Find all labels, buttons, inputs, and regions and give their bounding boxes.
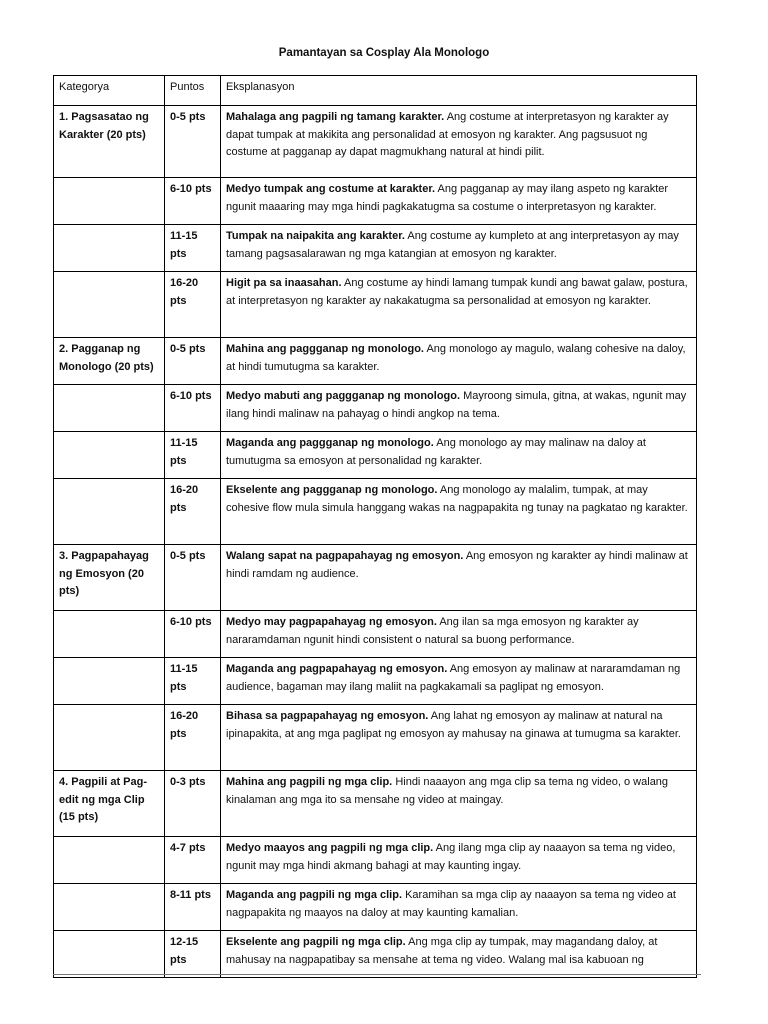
explanation-heading: Medyo mabuti ang paggganap ng monologo. <box>226 390 461 402</box>
category-cell <box>54 837 165 884</box>
table-row <box>54 432 697 479</box>
points-cell: 11-15 pts <box>165 225 221 272</box>
table-row <box>54 837 697 884</box>
points-cell: 0-5 pts <box>165 545 221 611</box>
explanation-cell <box>221 106 697 178</box>
explanation-cell <box>221 432 697 479</box>
category-cell <box>54 705 165 771</box>
explanation-cell <box>221 705 697 771</box>
explanation-cell <box>221 771 697 837</box>
explanation-cell <box>221 545 697 611</box>
explanation-text: Ang emosyon ng karakter ay hindi malinaw at hindi ramdam ng audience. <box>226 550 688 580</box>
table-row <box>54 106 697 178</box>
table-row <box>54 338 697 385</box>
header-eksplanasyon: Eksplanasyon <box>221 76 697 106</box>
explanation-cell <box>221 479 697 545</box>
explanation-heading: Mahalaga ang pagpili ng tamang karakter. <box>226 111 445 123</box>
explanation-text: Ang costume ay hindi lamang tumpak kundi ang bawat galaw, postura, at interpretasyon ng karakter ay nakakatugma sa personalidad at emosyon ng karakter. <box>226 277 688 307</box>
explanation-heading: Medyo tumpak ang costume at karakter. <box>226 183 436 195</box>
explanation-heading: Mahina ang paggganap ng monologo. <box>226 343 424 355</box>
header-kategorya: Kategorya <box>54 76 165 106</box>
explanation-text: Ang monologo ay may malinaw na daloy at tumutugma sa emosyon at personalidad ng karakter. <box>226 437 646 467</box>
points-cell: 4-7 pts <box>165 837 221 884</box>
table-header-row <box>54 76 697 106</box>
table-row <box>54 884 697 931</box>
explanation-text: Ang costume at interpretasyon ng karakter ay dapat tumpak at makikita ang personalidad at emosyon ng karakter. Ang pagsusuot ng costume at pagganap ay dapat magmukhang natural at hindi pilit. <box>226 111 669 158</box>
explanation-text: Hindi naaayon ang mga clip sa tema ng video, o walang kinalaman ang mga ito sa mensahe ng video at maingay. <box>226 776 669 806</box>
explanation-heading: Bihasa sa pagpapahayag ng emosyon. <box>226 710 429 722</box>
points-cell: 11-15 pts <box>165 432 221 479</box>
explanation-text: Ang pagganap ay may ilang aspeto ng karakter ngunit maaaring may mga hindi pagkakatugma sa costume o interpretasyon ng karakter. <box>226 183 669 213</box>
explanation-text: Ang monologo ay malalim, tumpak, at may cohesive flow mula simula hanggang wakas na nagpapakita ng tunay na pagkatao ng karakter. <box>226 484 688 514</box>
explanation-cell <box>221 385 697 432</box>
explanation-cell <box>221 658 697 705</box>
explanation-heading: Walang sapat na pagpapahayag ng emosyon. <box>226 550 464 562</box>
explanation-heading: Maganda ang paggganap ng monologo. <box>226 437 434 449</box>
explanation-cell <box>221 178 697 225</box>
table-row <box>54 545 697 611</box>
explanation-text: Ang ilan sa mga emosyon ng karakter ay nararamdaman ngunit hindi consistent o natural sa buong performance. <box>226 616 639 646</box>
points-cell: 0-3 pts <box>165 771 221 837</box>
explanation-cell <box>221 611 697 658</box>
points-cell: 16-20 pts <box>165 705 221 771</box>
points-cell: 0-5 pts <box>165 338 221 385</box>
category-cell <box>54 611 165 658</box>
explanation-text: Ang monologo ay magulo, walang cohesive na daloy, at hindi tumutugma sa karakter. <box>226 343 686 373</box>
rubric-table <box>53 75 697 978</box>
category-cell <box>54 272 165 338</box>
explanation-cell <box>221 225 697 272</box>
table-row <box>54 225 697 272</box>
explanation-cell <box>221 837 697 884</box>
table-row <box>54 771 697 837</box>
explanation-cell <box>221 272 697 338</box>
explanation-heading: Ekselente ang paggganap ng monologo. <box>226 484 438 496</box>
points-cell: 11-15 pts <box>165 658 221 705</box>
table-row <box>54 931 697 978</box>
explanation-cell <box>221 884 697 931</box>
category-cell: 1. Pagsasatao ng Karakter (20 pts) <box>54 106 165 178</box>
explanation-heading: Medyo maayos ang pagpili ng mga clip. <box>226 842 434 854</box>
category-cell <box>54 884 165 931</box>
category-cell <box>54 178 165 225</box>
header-puntos: Puntos <box>165 76 221 106</box>
table-row <box>54 272 697 338</box>
points-cell: 6-10 pts <box>165 178 221 225</box>
explanation-heading: Ekselente ang pagpili ng mga clip. <box>226 936 406 948</box>
category-cell <box>54 225 165 272</box>
points-cell: 16-20 pts <box>165 479 221 545</box>
table-row <box>54 658 697 705</box>
explanation-text: Ang costume ay kumpleto at ang interpretasyon ay may tamang pagsasalarawan ng mga katangian at emosyon ng karakter. <box>226 230 679 260</box>
points-cell: 6-10 pts <box>165 611 221 658</box>
page-bottom-line <box>53 974 701 975</box>
table-row <box>54 611 697 658</box>
explanation-text: Ang mga clip ay tumpak, may magandang daloy, at mahusay na nagpapatibay sa mensahe at tema ng video. Walang mal isa kabuoan ng <box>226 936 658 966</box>
explanation-text: Ang emosyon ay malinaw at nararamdaman ng audience, bagaman may ilang maliit na pagkakamali sa paglipat ng emosyon. <box>226 663 681 693</box>
category-cell <box>54 432 165 479</box>
category-cell: 3. Pagpapahayag ng Emosyon (20 pts) <box>54 545 165 611</box>
explanation-heading: Maganda ang pagpili ng mga clip. <box>226 889 403 901</box>
category-cell <box>54 479 165 545</box>
category-cell <box>54 658 165 705</box>
rubric-body <box>54 106 697 978</box>
points-cell: 12-15 pts <box>165 931 221 978</box>
explanation-heading: Medyo may pagpapahayag ng emosyon. <box>226 616 437 628</box>
explanation-text: Ang ilang mga clip ay naaayon sa tema ng video, ngunit may mga hindi akmang bahagi at may kaunting ingay. <box>226 842 676 872</box>
points-cell: 8-11 pts <box>165 884 221 931</box>
table-row <box>54 479 697 545</box>
category-cell: 4. Pagpili at Pag-edit ng mga Clip (15 pts) <box>54 771 165 837</box>
explanation-text: Karamihan sa mga clip ay naaayon sa tema ng video at nagpapakita ng maayos na daloy at may kaunting kamalian. <box>226 889 676 919</box>
points-cell: 16-20 pts <box>165 272 221 338</box>
explanation-text: Mayroong simula, gitna, at wakas, ngunit may ilang hindi malinaw na pahayag o hindi angkop na tema. <box>226 390 687 420</box>
points-cell: 0-5 pts <box>165 106 221 178</box>
points-cell: 6-10 pts <box>165 385 221 432</box>
explanation-cell <box>221 931 697 978</box>
explanation-heading: Tumpak na naipakita ang karakter. <box>226 230 405 242</box>
explanation-cell <box>221 338 697 385</box>
table-row <box>54 385 697 432</box>
explanation-heading: Higit pa sa inaasahan. <box>226 277 342 289</box>
explanation-text: Ang lahat ng emosyon ay malinaw at natural na ipinapakita, at ang mga paglipat ng emosyon ay mahusay na ginawa at tumugma sa karakter. <box>226 710 681 740</box>
table-row <box>54 178 697 225</box>
page-title: Pamantayan sa Cosplay Ala Monologo <box>278 47 490 59</box>
category-cell <box>54 385 165 432</box>
table-row <box>54 705 697 771</box>
category-cell <box>54 931 165 978</box>
explanation-heading: Maganda ang pagpapahayag ng emosyon. <box>226 663 448 675</box>
explanation-heading: Mahina ang pagpili ng mga clip. <box>226 776 393 788</box>
category-cell: 2. Pagganap ng Monologo (20 pts) <box>54 338 165 385</box>
